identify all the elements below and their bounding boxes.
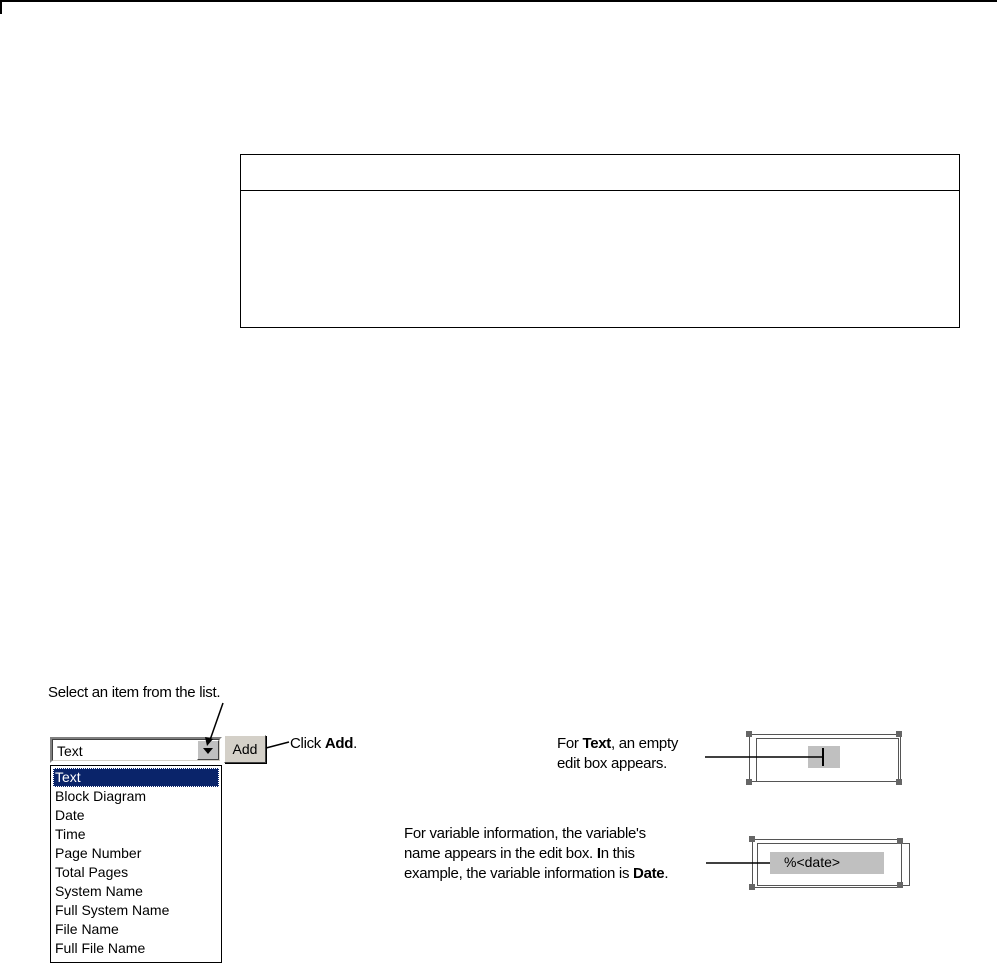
variable-callout-l2-bold: I xyxy=(596,845,601,862)
variable-callout-l3-suffix: . xyxy=(664,865,669,882)
add-button[interactable]: Add xyxy=(224,735,266,763)
select-callout: Select an item from the list. xyxy=(48,684,221,701)
variable-callout-l2-suffix: n this xyxy=(600,845,635,862)
list-item[interactable]: System Name xyxy=(55,883,143,899)
leader-line-select xyxy=(210,703,223,740)
list-item[interactable]: Page Number xyxy=(55,845,142,861)
leader-line-add xyxy=(266,742,289,748)
list-item[interactable]: Text xyxy=(53,768,219,787)
text-callout-prefix: For xyxy=(557,735,583,752)
text-callout-line2: edit box appears. xyxy=(557,755,667,772)
combo-value: Text xyxy=(57,743,83,759)
click-add-suffix: . xyxy=(353,735,358,752)
variable-callout-l3-prefix: example, the variable information is xyxy=(404,865,634,882)
list-item[interactable]: Full System Name xyxy=(55,902,170,918)
list-item[interactable]: Block Diagram xyxy=(55,788,147,804)
text-callout-suffix: , an empty xyxy=(611,735,679,752)
list-item[interactable]: Total Pages xyxy=(55,864,129,880)
list-item[interactable]: Date xyxy=(55,807,85,823)
variable-field-value: %<date> xyxy=(784,854,841,870)
arrowhead-icon xyxy=(205,737,213,746)
list-item[interactable]: File Name xyxy=(55,921,119,937)
text-callout-bold: Text xyxy=(582,735,611,752)
click-add-prefix: Click xyxy=(290,735,325,752)
variable-callout-line1: For variable information, the variable's xyxy=(404,825,646,842)
variable-callout-l2-prefix: name appears in the edit box. xyxy=(404,845,597,862)
list-item[interactable]: Full File Name xyxy=(55,940,146,956)
click-add-bold: Add xyxy=(324,735,354,752)
variable-callout-l3-bold: Date xyxy=(633,865,665,882)
list-item[interactable]: Time xyxy=(55,826,86,842)
